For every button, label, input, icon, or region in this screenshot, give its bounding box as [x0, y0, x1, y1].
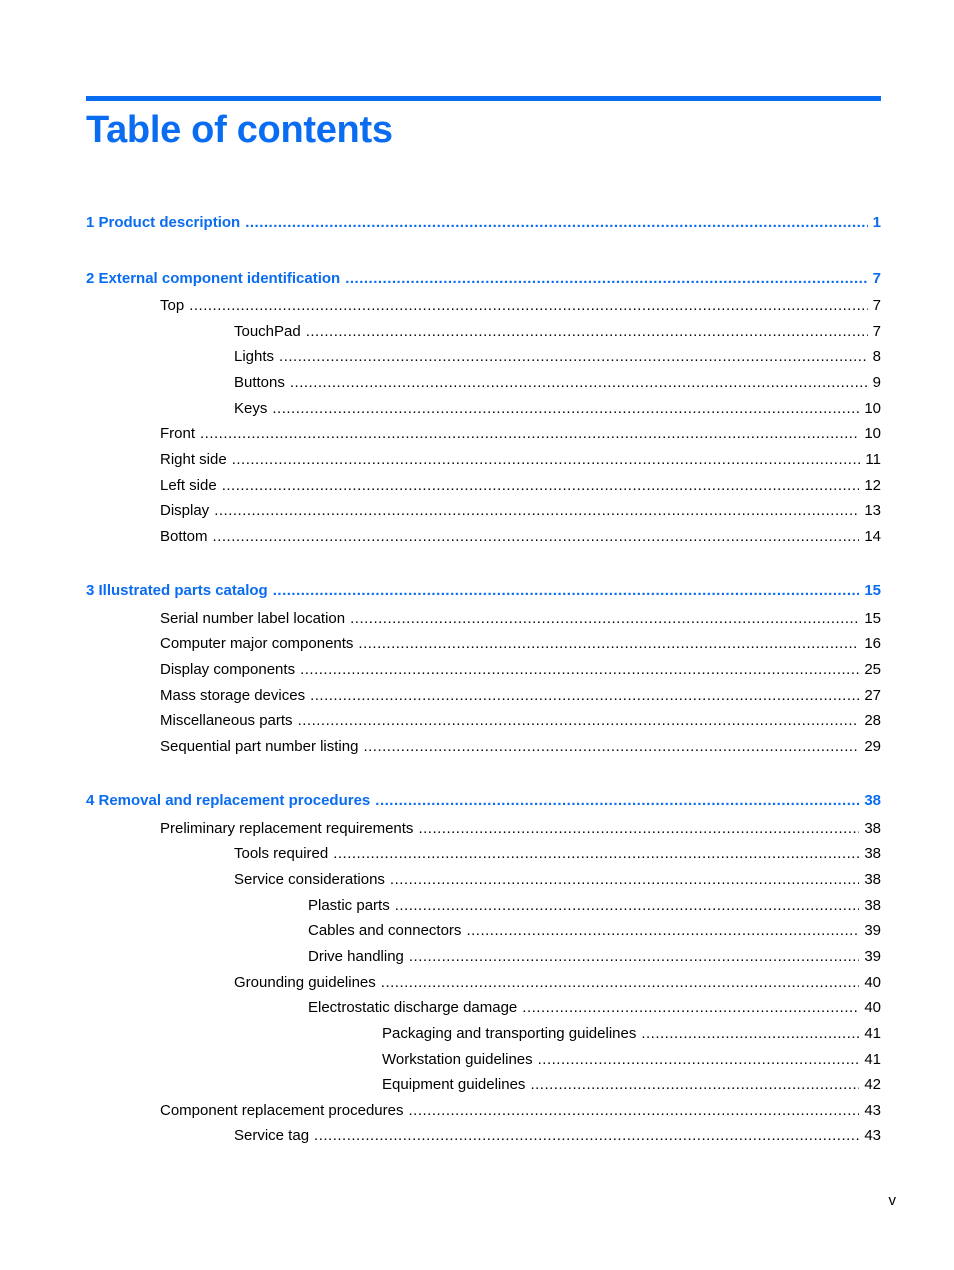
toc-entry-label: 1 Product description — [86, 214, 241, 231]
toc-entry-label: Preliminary replacement requirements — [160, 820, 414, 837]
dot-leader — [272, 398, 859, 420]
toc-entry-page: 10 — [864, 400, 881, 417]
dot-leader — [466, 920, 859, 942]
title-rule — [86, 96, 881, 101]
dot-leader — [189, 295, 867, 317]
dot-leader — [408, 1100, 859, 1122]
toc-entry-page: 12 — [864, 477, 881, 494]
toc-entry-label: Cables and connectors — [308, 922, 462, 939]
toc-entry-label: Buttons — [234, 374, 285, 391]
toc-entry[interactable] — [160, 423, 881, 445]
dot-leader — [245, 212, 867, 234]
toc-entry[interactable] — [160, 659, 881, 681]
dot-leader — [395, 895, 860, 917]
dot-leader — [306, 321, 868, 343]
toc-entry-page: 38 — [864, 820, 881, 837]
dot-leader — [200, 423, 859, 445]
toc-entry-label: Workstation guidelines — [382, 1051, 533, 1068]
dot-leader — [358, 633, 859, 655]
toc-entry-label: Packaging and transporting guidelines — [382, 1025, 637, 1042]
toc-entry-page: 1 — [872, 214, 881, 231]
dot-leader — [214, 500, 859, 522]
toc-entry[interactable] — [160, 710, 881, 732]
toc-entry[interactable] — [308, 946, 881, 968]
toc-entry-page: 11 — [865, 451, 881, 468]
toc-entry-page: 7 — [872, 270, 881, 287]
toc-entry[interactable] — [308, 895, 881, 917]
toc-entry[interactable] — [160, 1100, 881, 1122]
toc-entry-page: 42 — [864, 1076, 881, 1093]
toc-entry-label: Miscellaneous parts — [160, 712, 293, 729]
toc-entry[interactable] — [308, 997, 881, 1019]
toc-entry-page: 38 — [864, 897, 881, 914]
toc-entry[interactable] — [160, 500, 881, 522]
toc-entry[interactable] — [234, 843, 881, 865]
toc-entry-page: 7 — [872, 323, 881, 340]
toc-entry-page: 10 — [864, 425, 881, 442]
dot-leader — [232, 449, 861, 471]
toc-entry-page: 38 — [864, 792, 881, 809]
toc-entry[interactable] — [234, 869, 881, 891]
toc-entry-page: 15 — [864, 610, 881, 627]
page-number: v — [888, 1192, 896, 1209]
dot-leader — [375, 790, 859, 812]
toc-entry-label: Keys — [234, 400, 268, 417]
dot-leader — [538, 1049, 860, 1071]
toc-chapter-entry[interactable] — [86, 268, 881, 290]
toc-entry-page: 8 — [872, 348, 881, 365]
dot-leader — [641, 1023, 859, 1045]
toc-entry-page: 27 — [864, 687, 881, 704]
toc-entry-page: 29 — [864, 738, 881, 755]
toc-entry[interactable] — [160, 295, 881, 317]
toc-entry-page: 38 — [864, 871, 881, 888]
toc-entry-label: Service tag — [234, 1127, 310, 1144]
toc-entry-label: Electrostatic discharge damage — [308, 999, 518, 1016]
toc-chapter-entry[interactable] — [86, 580, 881, 602]
toc-entry-label: Computer major components — [160, 635, 354, 652]
dot-leader — [363, 736, 859, 758]
dot-leader — [290, 372, 868, 394]
toc-entry-label: Equipment guidelines — [382, 1076, 526, 1093]
dot-leader — [381, 972, 860, 994]
dot-leader — [409, 946, 859, 968]
toc-entry[interactable] — [234, 972, 881, 994]
toc-entry[interactable] — [234, 372, 881, 394]
dot-leader — [333, 843, 859, 865]
dot-leader — [298, 710, 860, 732]
toc-entry-page: 40 — [864, 999, 881, 1016]
dot-leader — [390, 869, 859, 891]
toc-entry-label: Tools required — [234, 845, 329, 862]
toc-entry-page: 39 — [864, 948, 881, 965]
dot-leader — [300, 659, 859, 681]
dot-leader — [222, 475, 860, 497]
toc-entry[interactable] — [160, 633, 881, 655]
toc-entry-label: Plastic parts — [308, 897, 390, 914]
toc-entry[interactable] — [234, 1125, 881, 1147]
toc-entry-label: Service considerations — [234, 871, 385, 888]
toc-chapter-entry[interactable] — [86, 790, 881, 812]
toc-entry[interactable] — [160, 818, 881, 840]
toc-entry-label: Grounding guidelines — [234, 974, 376, 991]
toc-entry-label: 4 Removal and replacement procedures — [86, 792, 371, 809]
toc-entry-page: 39 — [864, 922, 881, 939]
toc-entry-label: Component replacement procedures — [160, 1102, 404, 1119]
toc-entry[interactable] — [308, 920, 881, 942]
toc-entry[interactable] — [160, 526, 881, 548]
dot-leader — [314, 1125, 859, 1147]
dot-leader — [530, 1074, 859, 1096]
toc-entry[interactable] — [160, 685, 881, 707]
toc-entry-page: 40 — [864, 974, 881, 991]
toc-entry-label: Mass storage devices — [160, 687, 306, 704]
toc-entry-page: 25 — [864, 661, 881, 678]
toc-entry-label: Display components — [160, 661, 296, 678]
toc-entry-label: Sequential part number listing — [160, 738, 359, 755]
dot-leader — [279, 346, 868, 368]
toc-entry[interactable] — [160, 736, 881, 758]
dot-leader — [310, 685, 859, 707]
toc-entry-label: Front — [160, 425, 196, 442]
toc-entry[interactable] — [160, 608, 881, 630]
toc-entry-label: Serial number label location — [160, 610, 346, 627]
dot-leader — [350, 608, 859, 630]
toc-entry-label: Drive handling — [308, 948, 404, 965]
toc-entry[interactable] — [234, 398, 881, 420]
toc-entry-page: 43 — [864, 1102, 881, 1119]
toc-entry-label: Top — [160, 297, 185, 314]
page-title: Table of contents — [86, 109, 393, 151]
toc-entry-page: 41 — [864, 1025, 881, 1042]
dot-leader — [522, 997, 859, 1019]
toc-entry-label: Right side — [160, 451, 227, 468]
toc-entry[interactable] — [382, 1023, 881, 1045]
toc-entry-label: 2 External component identification — [86, 270, 341, 287]
dot-leader — [418, 818, 859, 840]
toc-entry-label: Left side — [160, 477, 217, 494]
toc-entry-page: 41 — [864, 1051, 881, 1068]
toc-entry-page: 28 — [864, 712, 881, 729]
toc-entry-label: 3 Illustrated parts catalog — [86, 582, 268, 599]
toc-entry-label: TouchPad — [234, 323, 301, 340]
dot-leader — [273, 580, 860, 602]
toc-entry-page: 7 — [872, 297, 881, 314]
toc-entry[interactable] — [382, 1049, 881, 1071]
toc-entry-label: Lights — [234, 348, 275, 365]
toc-entry-page: 14 — [864, 528, 881, 545]
toc-entry-label: Display — [160, 502, 210, 519]
toc-entry[interactable] — [234, 346, 881, 368]
toc-entry[interactable] — [160, 475, 881, 497]
toc-entry[interactable] — [160, 449, 881, 471]
toc-entry[interactable] — [234, 321, 881, 343]
toc-entry-page: 16 — [864, 635, 881, 652]
toc-entry-page: 9 — [872, 374, 881, 391]
dot-leader — [213, 526, 860, 548]
dot-leader — [345, 268, 867, 290]
toc-entry-label: Bottom — [160, 528, 208, 545]
toc-entry-page: 43 — [864, 1127, 881, 1144]
toc-entry-page: 38 — [864, 845, 881, 862]
toc-entry-page: 13 — [864, 502, 881, 519]
toc-entry[interactable] — [382, 1074, 881, 1096]
toc-chapter-entry[interactable] — [86, 212, 881, 234]
toc-entry-page: 15 — [864, 582, 881, 599]
